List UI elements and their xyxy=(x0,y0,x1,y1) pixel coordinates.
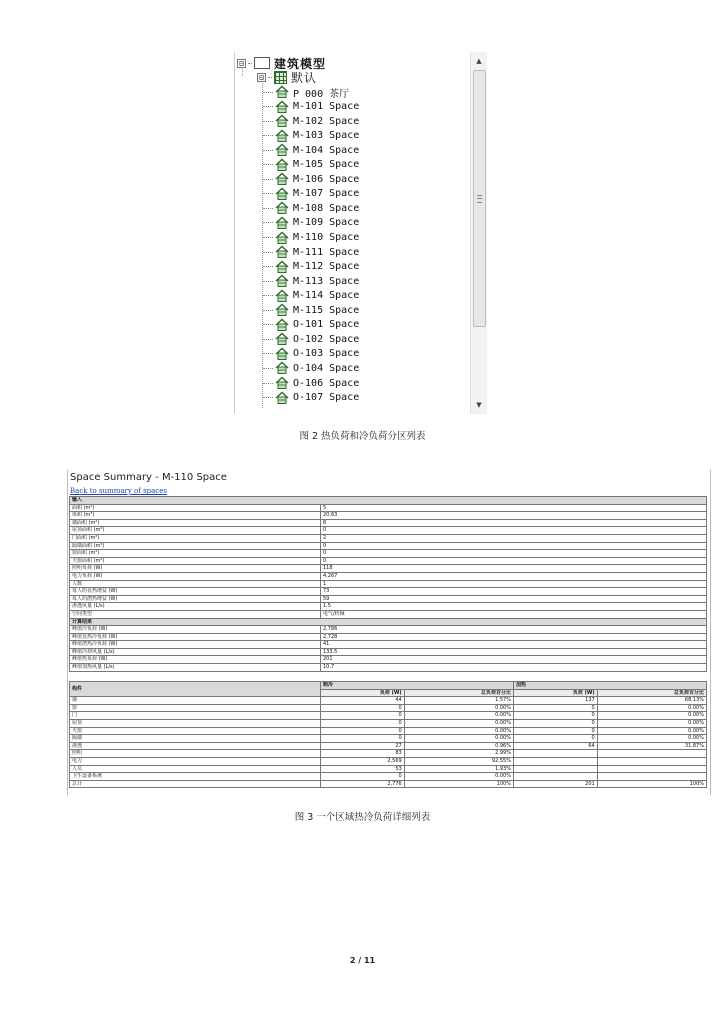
table-row xyxy=(70,641,707,649)
table-row xyxy=(70,550,707,558)
tree-dots xyxy=(263,164,273,165)
load-value-cell: 1.57% xyxy=(404,697,513,705)
table-row xyxy=(70,719,707,727)
component-load-table xyxy=(69,681,707,788)
table-row xyxy=(70,773,707,781)
table-row xyxy=(70,656,707,664)
row-label-cell: 人数 xyxy=(70,580,321,588)
load-value-cell: 0 xyxy=(321,719,405,727)
section-header-cell: 输入 xyxy=(70,497,707,505)
tree-dots xyxy=(263,397,273,398)
load-value-cell: 0 xyxy=(513,712,597,720)
space-house-icon xyxy=(275,391,289,405)
grid-icon xyxy=(274,71,287,84)
space-house-icon xyxy=(275,85,289,99)
tree-space-label: M-104 Space xyxy=(293,144,360,156)
vertical-scrollbar[interactable] xyxy=(470,52,487,414)
table-row xyxy=(70,504,707,512)
load-value-cell xyxy=(513,765,597,773)
tree-space-label: M-112 Space xyxy=(293,261,360,273)
load-value-cell: 0.00% xyxy=(404,735,513,743)
tree-dots xyxy=(263,150,273,151)
table-row xyxy=(70,557,707,565)
column-subheader: 负荷 (W) xyxy=(513,689,597,697)
load-value-cell: 0.00% xyxy=(404,712,513,720)
tree-space-label: M-113 Space xyxy=(293,275,360,287)
table-row xyxy=(70,648,707,656)
table-row xyxy=(70,742,707,750)
tree-space-label: M-101 Space xyxy=(293,101,360,113)
tree-space-label: P 000 茶厅 xyxy=(293,88,350,100)
tree-space-item[interactable] xyxy=(263,114,359,128)
table-row xyxy=(70,626,707,634)
tree-dots xyxy=(263,324,273,325)
page-number: 2 / 11 xyxy=(349,956,376,965)
tree-space-item[interactable] xyxy=(263,129,359,143)
row-label-cell: 体积 (m³) xyxy=(70,512,321,520)
space-house-icon xyxy=(275,158,289,172)
space-house-icon xyxy=(275,318,289,332)
row-value-cell: 2,786 xyxy=(321,626,707,634)
scroll-up-arrow-icon[interactable]: ▲ xyxy=(476,57,482,65)
load-value-cell: 0 xyxy=(321,727,405,735)
component-name-cell: 门 xyxy=(70,712,321,720)
component-name-cell: 天窗 xyxy=(70,727,321,735)
space-summary-report xyxy=(67,470,711,795)
table-header-row xyxy=(70,682,707,690)
row-value-cell: 133.5 xyxy=(321,648,707,656)
row-label-cell: 照明负荷 (W) xyxy=(70,565,321,573)
space-house-icon xyxy=(275,332,289,346)
row-value-cell: 5 xyxy=(321,504,707,512)
tree-default-row[interactable] xyxy=(257,70,317,84)
table-row xyxy=(70,750,707,758)
load-value-cell xyxy=(597,765,706,773)
row-value-cell: 0 xyxy=(321,557,707,565)
row-label-cell: 渗透风量 (L/s) xyxy=(70,603,321,611)
space-house-icon xyxy=(275,114,289,128)
tree-dots xyxy=(263,237,273,238)
row-value-cell: 41 xyxy=(321,641,707,649)
load-value-cell: 201 xyxy=(513,780,597,788)
component-name-cell: 隔墙 xyxy=(70,735,321,743)
load-value-cell: 2.99% xyxy=(404,750,513,758)
tree-space-item[interactable] xyxy=(263,231,359,245)
space-house-icon xyxy=(275,100,289,114)
tree-dots xyxy=(263,121,273,122)
row-value-cell: 0 xyxy=(321,527,707,535)
tree-space-label: O-104 Space xyxy=(293,362,360,374)
space-house-icon xyxy=(275,274,289,288)
tree-space-label: M-103 Space xyxy=(293,130,360,142)
load-value-cell xyxy=(597,750,706,758)
row-label-cell: 每人的显热增益 (W) xyxy=(70,588,321,596)
collapse-icon[interactable]: ⊟ xyxy=(237,59,246,68)
load-value-cell: 0 xyxy=(513,704,597,712)
tree-space-label: O-102 Space xyxy=(293,333,360,345)
tree-space-label: M-105 Space xyxy=(293,159,360,171)
table-row xyxy=(70,712,707,720)
table-row xyxy=(70,603,707,611)
row-label-cell: 门面积 (m²) xyxy=(70,534,321,542)
component-name-cell: 人员 xyxy=(70,765,321,773)
table-row xyxy=(70,565,707,573)
table-row xyxy=(70,595,707,603)
space-house-icon xyxy=(275,361,289,375)
column-subheader: 总负荷百分比 xyxy=(404,689,513,697)
row-value-cell: 0 xyxy=(321,550,707,558)
load-value-cell: 0.00% xyxy=(597,735,706,743)
load-value-cell: 0.00% xyxy=(404,727,513,735)
input-results-table xyxy=(69,496,707,672)
load-value-cell: 31.87% xyxy=(597,742,706,750)
collapse-icon[interactable]: ⊟ xyxy=(257,73,266,82)
tree-space-item[interactable] xyxy=(263,216,359,230)
table-row xyxy=(70,512,707,520)
row-label-cell: 窗面积 (m²) xyxy=(70,550,321,558)
load-value-cell xyxy=(513,750,597,758)
tree-dots xyxy=(268,77,272,78)
load-value-cell xyxy=(597,757,706,765)
table-row xyxy=(70,610,707,618)
row-value-cell: 1.5 xyxy=(321,603,707,611)
table-row xyxy=(70,633,707,641)
tree-space-item[interactable] xyxy=(263,274,359,288)
row-label-cell: 峰值冷却风量 (L/s) xyxy=(70,648,321,656)
tree-space-item[interactable] xyxy=(263,391,359,405)
column-header-cooling: 制冷 xyxy=(321,682,514,690)
row-label-cell: 隔墙面积 (m²) xyxy=(70,542,321,550)
row-value-cell: 1 xyxy=(321,580,707,588)
row-label-cell: 峰值冷负荷 (W) xyxy=(70,626,321,634)
model-tree xyxy=(235,52,469,414)
tree-dots xyxy=(263,353,273,354)
component-name-cell: 照明 xyxy=(70,750,321,758)
tree-dots xyxy=(263,208,273,209)
row-value-cell: 2 xyxy=(321,534,707,542)
tree-space-item[interactable] xyxy=(263,318,359,332)
load-value-cell: 2,569 xyxy=(321,757,405,765)
tree-space-item[interactable] xyxy=(263,143,359,157)
tree-space-label: O-101 Space xyxy=(293,319,360,331)
row-value-cell: 2,728 xyxy=(321,633,707,641)
tree-space-item[interactable] xyxy=(263,347,359,361)
load-value-cell xyxy=(513,757,597,765)
row-value-cell: 73 xyxy=(321,588,707,596)
tree-dots xyxy=(263,368,273,369)
space-house-icon xyxy=(275,260,289,274)
space-house-icon xyxy=(275,129,289,143)
tree-dots xyxy=(263,281,273,282)
tree-dots xyxy=(248,63,252,64)
tree-dots xyxy=(263,135,273,136)
space-house-icon xyxy=(275,216,289,230)
table-row xyxy=(70,580,707,588)
row-label-cell: 天窗面积 (m²) xyxy=(70,557,321,565)
load-value-cell: 137 xyxy=(513,697,597,705)
row-value-cell: 59 xyxy=(321,595,707,603)
tree-space-label: M-108 Space xyxy=(293,202,360,214)
load-value-cell: 0.00% xyxy=(404,773,513,781)
table-row xyxy=(70,519,707,527)
row-value-cell: 20.63 xyxy=(321,512,707,520)
component-name-cell: 总计 xyxy=(70,780,321,788)
load-value-cell: 0 xyxy=(513,727,597,735)
load-value-cell: 0 xyxy=(513,735,597,743)
load-value-cell: 0 xyxy=(513,719,597,727)
tree-space-item[interactable] xyxy=(263,158,359,172)
tree-space-item[interactable] xyxy=(263,303,359,317)
load-value-cell: 0 xyxy=(321,704,405,712)
load-value-cell: 64 xyxy=(513,742,597,750)
load-value-cell xyxy=(513,773,597,781)
load-value-cell: 53 xyxy=(321,765,405,773)
load-value-cell: 27 xyxy=(321,742,405,750)
column-subheader: 总负荷百分比 xyxy=(597,689,706,697)
table-row xyxy=(70,527,707,535)
figure-3-caption: 图 3 一个区域热冷负荷详细列表 xyxy=(294,812,431,823)
row-label-cell: 峰值热负荷 (W) xyxy=(70,656,321,664)
space-house-icon xyxy=(275,201,289,215)
tree-space-label: O-103 Space xyxy=(293,348,360,360)
table-row xyxy=(70,542,707,550)
load-value-cell: 100% xyxy=(404,780,513,788)
space-house-icon xyxy=(275,231,289,245)
table-row xyxy=(70,534,707,542)
load-value-cell: 0.96% xyxy=(404,742,513,750)
tree-dots xyxy=(263,193,273,194)
table-row xyxy=(70,572,707,580)
row-label-cell: 峰值显热冷负荷 (W) xyxy=(70,633,321,641)
row-label-cell: 墙面积 (m²) xyxy=(70,519,321,527)
tree-dots xyxy=(263,222,273,223)
space-house-icon xyxy=(275,289,289,303)
row-label-cell: 电力负荷 (W) xyxy=(70,572,321,580)
space-house-icon xyxy=(275,245,289,259)
load-value-cell: 0.00% xyxy=(597,727,706,735)
load-value-cell: 100% xyxy=(597,780,706,788)
calc-section-header xyxy=(70,618,707,626)
load-value-cell: 0.00% xyxy=(404,704,513,712)
space-house-icon xyxy=(275,347,289,361)
tree-dots xyxy=(263,383,273,384)
tree-space-item[interactable] xyxy=(263,332,359,346)
load-value-cell: 0 xyxy=(321,712,405,720)
row-label-cell: 屋顶面积 (m²) xyxy=(70,527,321,535)
model-tree-panel xyxy=(234,52,487,414)
tree-space-label: M-111 Space xyxy=(293,246,360,258)
load-value-cell: 1.93% xyxy=(404,765,513,773)
tree-space-label: M-110 Space xyxy=(293,232,360,243)
back-to-summary-link[interactable]: Back to summary of spaces xyxy=(70,487,167,495)
tree-space-label: O-106 Space xyxy=(293,377,360,389)
space-house-icon xyxy=(275,172,289,186)
load-value-cell: 0.00% xyxy=(597,719,706,727)
table-row xyxy=(70,704,707,712)
tree-dots xyxy=(263,92,273,93)
load-value-cell: 0 xyxy=(321,773,405,781)
tree-root-label: 建筑模型 xyxy=(274,56,327,71)
figure-2-caption: 图 2 热负荷和冷负荷分区列表 xyxy=(299,431,426,442)
tree-space-item[interactable] xyxy=(263,187,359,201)
table-row xyxy=(70,588,707,596)
space-house-icon xyxy=(275,187,289,201)
load-value-cell: 83 xyxy=(321,750,405,758)
load-value-cell: 2,776 xyxy=(321,780,405,788)
row-label-cell: 空间类型 xyxy=(70,610,321,618)
load-value-cell: 0 xyxy=(321,735,405,743)
load-value-cell: 92.55% xyxy=(404,757,513,765)
space-house-icon xyxy=(275,376,289,390)
component-name-cell: 屋顶 xyxy=(70,719,321,727)
row-value-cell: 10.7 xyxy=(321,664,707,672)
tree-dots xyxy=(263,179,273,180)
load-value-cell: 68.13% xyxy=(597,697,706,705)
tree-space-item[interactable] xyxy=(263,361,359,375)
column-header-component: 构件 xyxy=(70,682,321,697)
load-value-cell: 0.00% xyxy=(597,712,706,720)
row-value-cell: 8 xyxy=(321,519,707,527)
table-row xyxy=(70,757,707,765)
space-house-icon xyxy=(275,303,289,317)
scroll-down-arrow-icon[interactable]: ▼ xyxy=(476,401,482,409)
tree-default-label: 默认 xyxy=(291,70,318,85)
tree-space-label: M-102 Space xyxy=(293,115,360,127)
tree-space-label: O-107 Space xyxy=(293,392,360,404)
row-value-cell: 电气/机械 xyxy=(321,610,707,618)
tree-dots xyxy=(263,106,273,107)
scroll-thumb[interactable] xyxy=(473,70,486,327)
row-label-cell: 峰值潜热冷负荷 (W) xyxy=(70,641,321,649)
row-label-cell: 峰值加热风量 (L/s) xyxy=(70,664,321,672)
section-header-cell: 计算结果 xyxy=(70,618,707,626)
tree-dots xyxy=(263,310,273,311)
component-name-cell: 卫生设备系统 xyxy=(70,773,321,781)
tree-space-label: M-106 Space xyxy=(293,173,360,185)
component-name-cell: 电力 xyxy=(70,757,321,765)
component-name-cell: 墙 xyxy=(70,697,321,705)
tree-space-item[interactable] xyxy=(263,289,359,303)
table-row xyxy=(70,780,707,788)
row-value-cell: 4,267 xyxy=(321,572,707,580)
load-value-cell: 44 xyxy=(321,697,405,705)
row-value-cell: 201 xyxy=(321,656,707,664)
tree-space-label: M-107 Space xyxy=(293,188,360,200)
tree-space-item[interactable] xyxy=(263,376,359,390)
tree-space-item[interactable] xyxy=(263,260,359,274)
row-label-cell: 面积 (m²) xyxy=(70,504,321,512)
table-row xyxy=(70,735,707,743)
tree-space-label: M-114 Space xyxy=(293,290,360,302)
tree-dots xyxy=(263,339,273,340)
table-row xyxy=(70,765,707,773)
load-value-cell: 0.00% xyxy=(404,719,513,727)
report-title: Space Summary - M-110 Space xyxy=(70,472,227,483)
column-subheader: 负荷 (W) xyxy=(321,689,405,697)
tree-dots xyxy=(263,252,273,253)
tree-space-item[interactable] xyxy=(263,85,349,99)
row-value-cell: 0 xyxy=(321,542,707,550)
tree-space-item[interactable] xyxy=(263,245,359,259)
table-row xyxy=(70,664,707,672)
tree-space-label: M-109 Space xyxy=(293,217,360,229)
tree-space-item[interactable] xyxy=(263,100,359,114)
tree-space-item[interactable] xyxy=(263,172,359,186)
column-header-heating: 加热 xyxy=(513,682,706,690)
folder-icon xyxy=(254,57,270,69)
input-section-header xyxy=(70,497,707,505)
row-label-cell: 每人的潜热增益 (W) xyxy=(70,595,321,603)
grip-icon xyxy=(477,195,482,203)
load-value-cell: 0.00% xyxy=(597,704,706,712)
component-name-cell: 窗 xyxy=(70,704,321,712)
load-value-cell xyxy=(597,773,706,781)
table-row xyxy=(70,697,707,705)
tree-space-item[interactable] xyxy=(263,201,359,215)
tree-space-label: M-115 Space xyxy=(293,304,360,316)
tree-dots xyxy=(263,266,273,267)
row-value-cell: 118 xyxy=(321,565,707,573)
component-name-cell: 渗透 xyxy=(70,742,321,750)
table-row xyxy=(70,727,707,735)
space-house-icon xyxy=(275,143,289,157)
tree-dots xyxy=(263,295,273,296)
